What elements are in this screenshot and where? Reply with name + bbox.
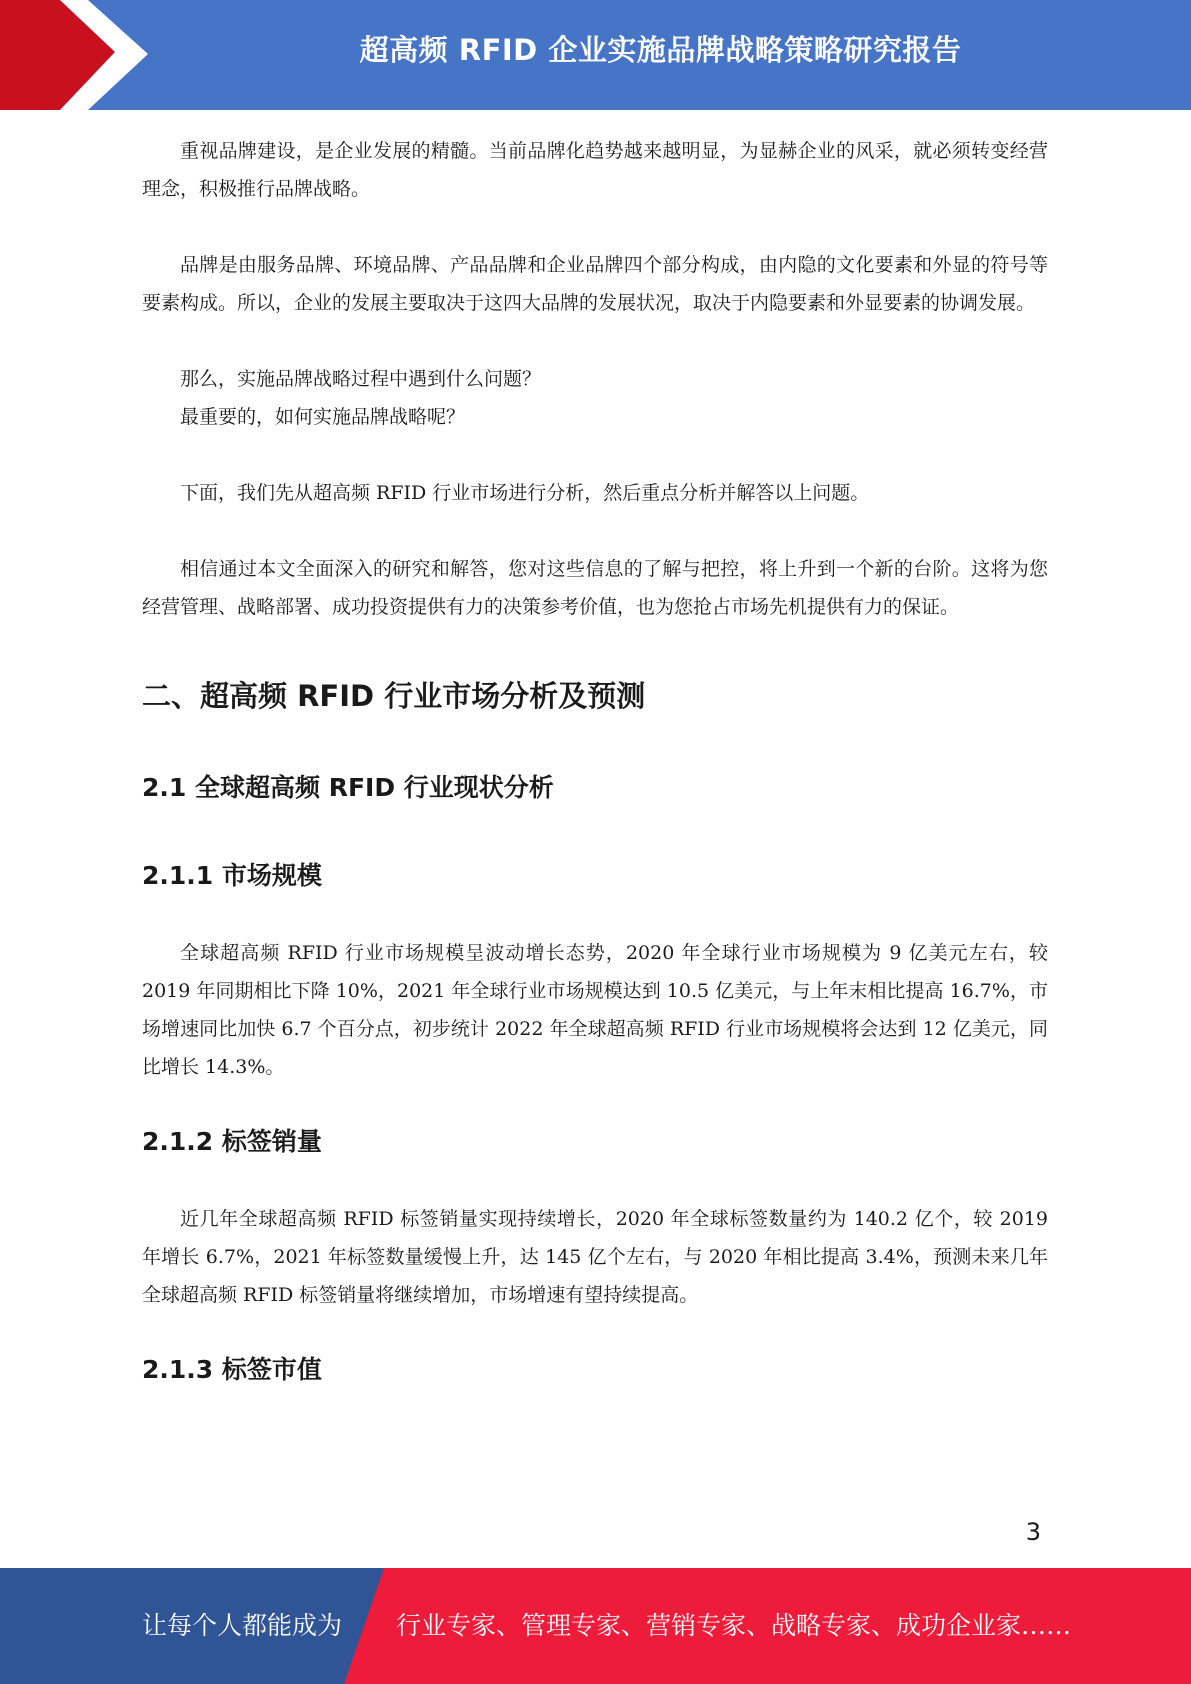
page-number: 3 xyxy=(1025,1518,1041,1546)
intro-question-2: 最重要的，如何实施品牌战略呢？ xyxy=(180,406,466,428)
document-body xyxy=(142,132,1048,1428)
tag-sales-paragraph: 近几年全球超高频 RFID 标签销量实现持续增长，2020 年全球标签数量约为 140.2 亿个，较 2019 年增长 6.7%，2021 年标签数量缓慢上升，达 145 亿个左右，与 2020 年相比提高 3.4%，预测未来几年全球超高频 RFID 标签销量将继续增加，市场增速有望持续提高。 xyxy=(142,1208,1048,1306)
footer-slogan-right: 行业专家、管理专家、营销专家、战略专家、成功企业家…… xyxy=(396,1611,1072,1640)
intro-paragraph-3: 下面，我们先从超高频 RFID 行业市场进行分析，然后重点分析并解答以上问题。 xyxy=(180,482,870,504)
section-2-1-2-heading: 2.1.2 标签销量 xyxy=(142,1127,322,1156)
intro-question-1: 那么，实施品牌战略过程中遇到什么问题？ xyxy=(180,368,542,390)
section-2-1-heading: 2.1 全球超高频 RFID 行业现状分析 xyxy=(142,773,554,802)
footer-slogan-left: 让每个人都能成为 xyxy=(142,1611,343,1640)
header-red-arrow-decoration xyxy=(0,0,160,110)
intro-paragraph-4: 相信通过本文全面深入的研究和解答，您对这些信息的了解与把控，将上升到一个新的台阶。这将为您经营管理、战略部署、成功投资提供有力的决策参考价值，也为您抢占市场先机提供有力的保证。 xyxy=(142,558,1048,618)
page-header xyxy=(0,0,1191,110)
section-2-1-1-heading: 2.1.1 市场规模 xyxy=(142,861,322,890)
section-2-1-3-heading: 2.1.3 标签市值 xyxy=(142,1355,322,1384)
intro-paragraph-2: 品牌是由服务品牌、环境品牌、产品品牌和企业品牌四个部分构成，由内隐的文化要素和外显的符号等要素构成。所以，企业的发展主要取决于这四大品牌的发展状况，取决于内隐要素和外显要素的协调发展。 xyxy=(142,254,1048,314)
market-size-paragraph: 全球超高频 RFID 行业市场规模呈波动增长态势，2020 年全球行业市场规模为 9 亿美元左右，较 2019 年同期相比下降 10%，2021 年全球行业市场规模达到 10.5 亿美元，与上年末相比提高 16.7%，市场增速同比加快 6.7 个百分点，初步统计 2022 年全球超高频 RFID 行业市场规模将会达到 12 亿美元，同比增长 14.3%。 xyxy=(142,942,1048,1078)
page-footer xyxy=(0,1568,1191,1684)
section-2-heading: 二、超高频 RFID 行业市场分析及预测 xyxy=(142,679,646,713)
document-title: 超高频 RFID 企业实施品牌战略策略研究报告 xyxy=(359,33,962,67)
intro-paragraph-1: 重视品牌建设，是企业发展的精髓。当前品牌化趋势越来越明显，为显赫企业的风采，就必须转变经营理念，积极推行品牌战略。 xyxy=(142,140,1048,200)
